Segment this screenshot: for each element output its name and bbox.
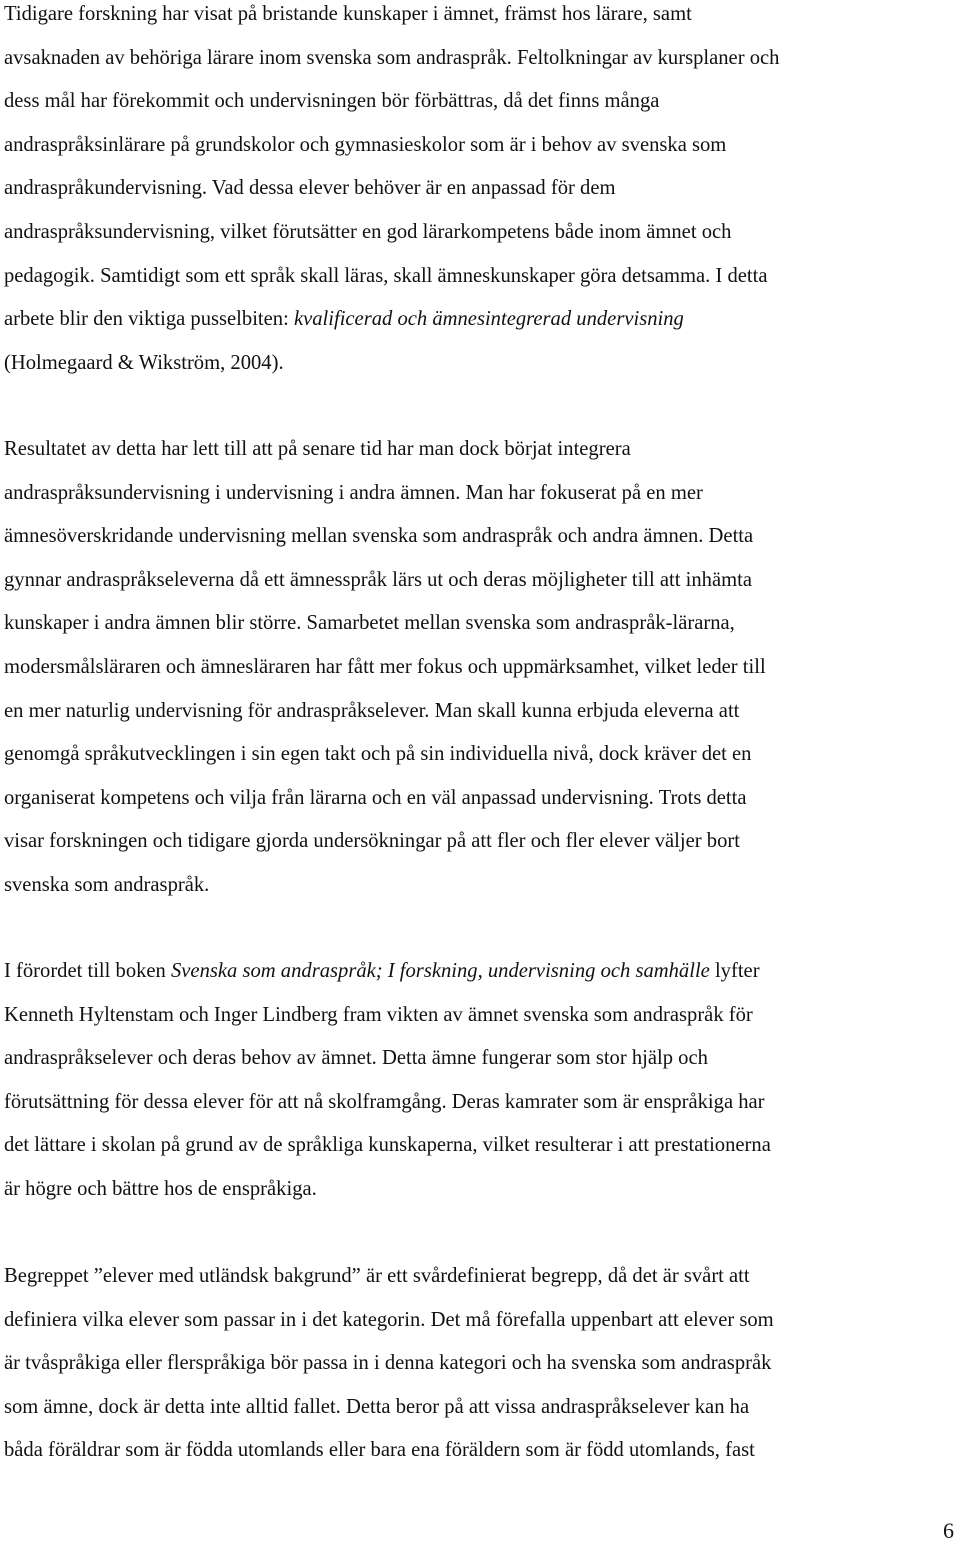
text-line: är högre och bättre hos de enspråkiga.: [4, 1177, 317, 1200]
paragraph-4: [4, 1255, 774, 1473]
text-segment: arbete blir den viktiga pusselbiten:: [4, 308, 294, 331]
text-line: avsaknaden av behöriga lärare inom svenska som andraspråk. Feltolkningar av kursplaner och: [4, 46, 780, 69]
text-line: Begreppet ”elever med utländsk bakgrund” är ett svårdefinierat begrepp, då det är svårt att: [4, 1265, 750, 1287]
text-line: svenska som andraspråk.: [4, 873, 210, 896]
text-line: andraspråkselever och deras behov av ämnet. Detta ämne fungerar som stor hjälp och: [4, 1047, 708, 1070]
text-line: Tidigare forskning har visat på bristande kunskaper i ämnet, främst hos lärare, samt: [4, 3, 692, 25]
text-segment: I förordet till boken: [4, 960, 171, 982]
text-line: andraspråksinlärare på grundskolor och gymnasieskolor som är i behov av svenska som: [4, 133, 727, 156]
paragraph-1: [4, 0, 779, 385]
text-line: förutsättning för dessa elever för att nå skolframgång. Deras kamrater som är enspråkiga har: [4, 1090, 765, 1113]
text-line: organiserat kompetens och vilja från lärarna och en väl anpassad undervisning. Trots detta: [4, 786, 747, 809]
text-line: som ämne, dock är detta inte alltid fallet. Detta beror på att vissa andraspråkselever kan ha: [4, 1395, 750, 1418]
text-line: [4, 298, 779, 342]
text-line: en mer naturlig undervisning för andraspråkselever. Man skall kunna erbjuda eleverna att: [4, 699, 740, 722]
text-line: andraspråkundervisning. Vad dessa elever behöver är en anpassad för dem: [4, 177, 616, 200]
text-line: gynnar andraspråkseleverna då ett ämnesspråk lärs ut och deras möjligheter till att inhämta: [4, 568, 752, 591]
text-line: visar forskningen och tidigare gjorda undersökningar på att fler och fler elever väljer bort: [4, 830, 740, 853]
text-line: andraspråksundervisning i undervisning i andra ämnen. Man har fokuserat på en mer: [4, 481, 703, 504]
text-line: ämnesöverskridande undervisning mellan svenska som andraspråk och andra ämnen. Detta: [4, 525, 754, 548]
text-line: kunskaper i andra ämnen blir större. Samarbetet mellan svenska som andraspråk-lärarna,: [4, 612, 735, 635]
citation-line: (Holmegaard & Wikström, 2004).: [4, 351, 284, 374]
text-line: modersmålsläraren och ämnesläraren har fått mer fokus och uppmärksamhet, vilket leder till: [4, 655, 766, 678]
text-line: andraspråksundervisning, vilket förutsätter en god lärarkompetens både inom ämnet och: [4, 220, 732, 243]
paragraph-2: [4, 428, 766, 908]
page-number: 6: [943, 1518, 954, 1543]
text-line: pedagogik. Samtidigt som ett språk skall läras, skall ämneskunskaper göra detsamma. I detta: [4, 264, 768, 287]
text-line: [4, 950, 771, 994]
italic-emphasis: kvalificerad och ämnesintegrerad undervisning: [293, 308, 684, 331]
text-segment: lyfter: [709, 960, 760, 982]
text-line: är tvåspråkiga eller flerspråkiga bör passa in i denna kategori och ha svenska som andraspråk: [4, 1352, 772, 1375]
text-line: båda föräldrar som är födda utomlands eller bara ena föräldern som är född utomlands, fast: [4, 1439, 755, 1462]
text-line: dess mål har förekommit och undervisningen bör förbättras, då det finns många: [4, 90, 660, 113]
text-line: genomgå språkutvecklingen i sin egen takt och på sin individuella nivå, dock kräver det en: [4, 743, 752, 766]
book-title: Svenska som andraspråk; I forskning, undervisning och samhälle: [171, 960, 710, 982]
text-line: Resultatet av detta har lett till att på senare tid har man dock börjat integrera: [4, 438, 631, 460]
text-line: definiera vilka elever som passar in i det kategorin. Det må förefalla uppenbart att elever som: [4, 1308, 774, 1331]
paragraph-3: [4, 950, 771, 1212]
text-line: det lättare i skolan på grund av de språkliga kunskaperna, vilket resulterar i att prestationerna: [4, 1134, 771, 1157]
text-line: Kenneth Hyltenstam och Inger Lindberg fram vikten av ämnet svenska som andraspråk för: [4, 1003, 753, 1026]
